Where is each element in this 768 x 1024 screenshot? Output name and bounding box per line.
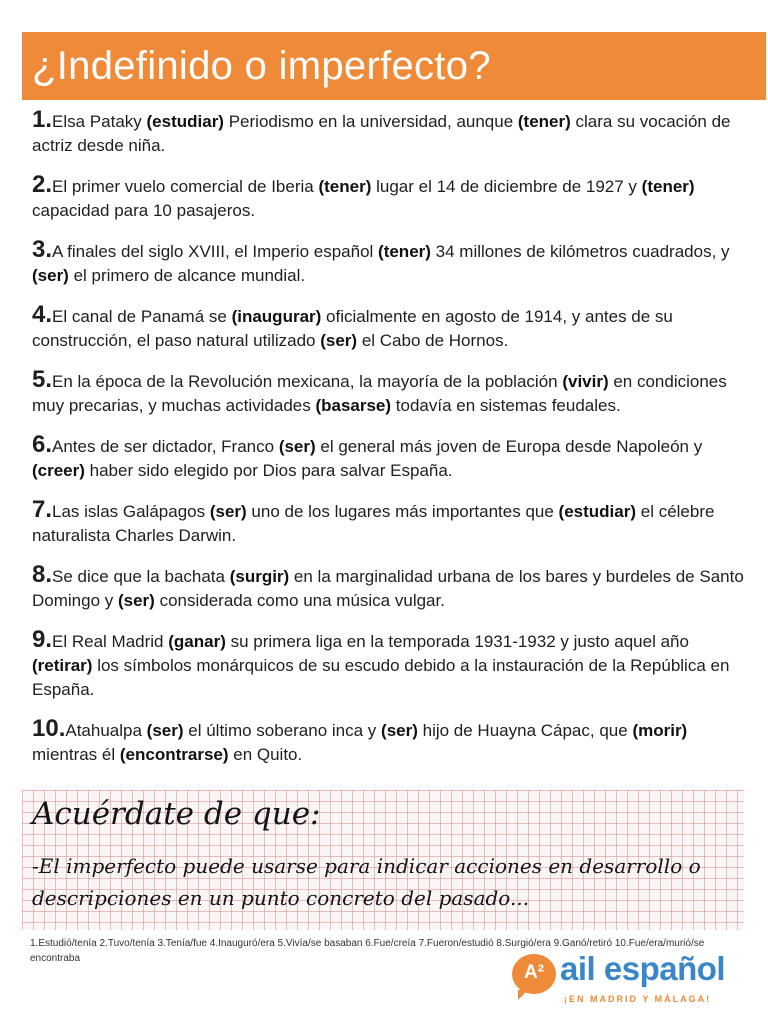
verb-prompt: (retirar) (32, 656, 93, 675)
exercise-number: 4. (32, 301, 53, 328)
exercise-text: uno de los lugares más importantes que (246, 502, 559, 521)
exercise-item (32, 563, 744, 613)
exercise-text: Elsa Pataky (52, 112, 147, 131)
verb-prompt: (estudiar) (146, 112, 224, 131)
exercise-item (32, 173, 744, 223)
exercise-list (32, 108, 744, 782)
exercise-text: el célebre naturalista Charles Darwin. (32, 502, 715, 545)
exercise-text: el último soberano inca y (183, 721, 382, 740)
reminder-text: -El imperfecto puede usarse para indicar acciones en desarrollo o descripciones en un punto concreto del pasado... (32, 854, 701, 910)
verb-prompt: (tener) (641, 177, 695, 196)
exercise-text: en la marginalidad urbana de los bares y burdeles de Santo Domingo y (32, 567, 744, 610)
verb-prompt: (ganar) (168, 632, 226, 651)
exercise-number: 8. (32, 561, 53, 588)
page-title: ¿Indefinido o imperfecto? (32, 44, 491, 88)
exercise-text: Se dice que la bachata (52, 567, 230, 586)
exercise-number: 10. (32, 715, 66, 742)
verb-prompt: (vivir) (562, 372, 609, 391)
title-bar (22, 32, 766, 100)
exercise-text: todavía en sistemas feudales. (391, 396, 621, 415)
exercise-text: El canal de Panamá se (52, 307, 232, 326)
exercise-text: hijo de Huayna Cápac, que (417, 721, 633, 740)
exercise-text: en condiciones muy precarias, y muchas actividades (32, 372, 727, 415)
exercise-text: haber sido elegido por Dios para salvar España. (84, 461, 453, 480)
verb-prompt: (ser) (117, 591, 155, 610)
exercise-text: lugar el 14 de diciembre de 1927 y (371, 177, 642, 196)
exercise-text: oficialmente en agosto de 1914, y antes de su construcción, el paso natural utilizado (32, 307, 673, 350)
exercise-text: En la época de la Revolución mexicana, la mayoría de la población (52, 372, 563, 391)
exercise-text: el primero de alcance mundial. (68, 266, 306, 285)
exercise-text: considerada como una música vulgar. (154, 591, 445, 610)
verb-prompt: (tener) (378, 242, 431, 261)
verb-prompt: (inaugurar) (231, 307, 322, 326)
logo-name: ail español (560, 950, 726, 987)
exercise-item (32, 368, 744, 418)
exercise-text: El Real Madrid (52, 632, 169, 651)
verb-prompt: (creer) (32, 461, 85, 480)
exercise-item (32, 717, 744, 767)
verb-prompt: (surgir) (229, 567, 290, 586)
exercise-text: mientras él (32, 745, 120, 764)
exercise-text: el general más joven de Europa desde Napoleón y (315, 437, 703, 456)
exercise-number: 6. (32, 431, 53, 458)
verb-prompt: (tener) (318, 177, 372, 196)
exercise-item (32, 303, 744, 353)
exercise-text: A finales del siglo XVIII, el Imperio español (52, 242, 379, 261)
verb-prompt: (basarse) (315, 396, 392, 415)
exercise-text: los símbolos monárquicos de su escudo debido a la instauración de la República en España. (32, 656, 730, 699)
verb-prompt: (ser) (209, 502, 247, 521)
exercise-text: el Cabo de Hornos. (357, 331, 509, 350)
exercise-number: 1. (32, 106, 53, 133)
verb-prompt: (encontrarse) (119, 745, 229, 764)
exercise-text: en Quito. (228, 745, 303, 764)
verb-prompt: (ser) (381, 721, 418, 740)
exercise-number: 5. (32, 366, 53, 393)
verb-prompt: (ser) (146, 721, 184, 740)
verb-prompt: (ser) (32, 266, 69, 285)
exercise-number: 2. (32, 171, 53, 198)
reminder-note-box (22, 790, 744, 930)
verb-prompt: (ser) (278, 437, 316, 456)
verb-prompt: (estudiar) (558, 502, 637, 521)
reminder-heading: Acuérdate de que: (32, 796, 321, 832)
exercise-number: 7. (32, 496, 53, 523)
exercise-text: Periodismo en la universidad, aunque (223, 112, 518, 131)
logo-tagline: ¡EN MADRID Y MÁLAGA! (564, 994, 712, 1004)
exercise-item (32, 433, 744, 483)
exercise-text: 34 millones de kilómetros cuadrados, y (430, 242, 730, 261)
exercise-text: Las islas Galápagos (52, 502, 210, 521)
verb-prompt: (morir) (632, 721, 688, 740)
ail-espanol-logo (512, 950, 744, 1010)
exercise-text: Antes de ser dictador, Franco (52, 437, 279, 456)
exercise-number: 3. (32, 236, 53, 263)
exercise-item (32, 108, 744, 158)
logo-badge: A² (523, 962, 545, 983)
exercise-text: su primera liga en la temporada 1931-1932 y justo aquel año (225, 632, 689, 651)
exercise-text: El primer vuelo comercial de Iberia (52, 177, 319, 196)
speech-bubble-icon (512, 954, 556, 994)
answer-key: 1.Estudió/tenía 2.Tuvo/tenía 3.Tenía/fue 4.Inauguró/era 5.Vivía/se basaban 6.Fue/creía 7.Fueron/estudió 8.Surgió/era 9.Ganó/retiró 10.Fue/era/murió/se encontraba (30, 938, 705, 964)
exercise-item (32, 628, 744, 702)
exercise-text: capacidad para 10 pasajeros. (32, 201, 256, 220)
verb-prompt: (ser) (320, 331, 358, 350)
exercise-item (32, 238, 744, 288)
exercise-text: clara su vocación de actriz desde niña. (32, 112, 731, 155)
exercise-number: 9. (32, 626, 53, 653)
exercise-item (32, 498, 744, 548)
verb-prompt: (tener) (517, 112, 571, 131)
exercise-text: Atahualpa (65, 721, 147, 740)
